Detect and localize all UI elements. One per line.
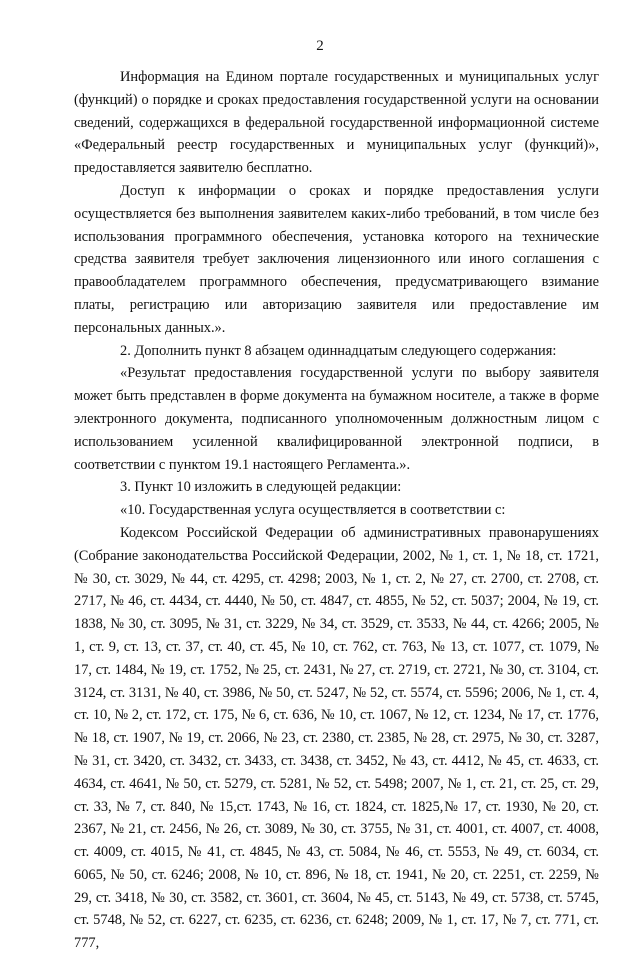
paragraph-code-citations: Кодексом Российской Федерации об административных правонарушениях (Собрание законодательства Российской Федерации, 2002, № 1, ст. 1, № 18, ст. 1721, № 30, ст. 3029, № 44, ст. 4295, ст. 4298; 2003, № 1, ст. 2, № 27, ст. 2700, ст. 2708, ст. 2717, № 46, ст. 4434, ст. 4440, № 50, ст. 4847, ст. 4855, № 52, ст. 5037; 2004, № 19, ст. 1838, № 30, ст. 3095, № 31, ст. 3229, № 34, ст. 3529, ст. 3533, № 44, ст. 4266; 2005, № 1, ст. 9, ст. 13, ст. 37, ст. 40, ст. 45, № 10, ст. 762, ст. 763, № 13, ст. 1077, ст. 1079, № 17, ст. 1484, № 19, ст. 1752, № 25, ст. 2431, № 27, ст. 2719, ст. 2721, № 30, ст. 3104, ст. 3124, ст. 3131, № 40, ст. 3986, № 50, ст. 5247, № 52, ст. 5574, ст. 5596; 2006, № 1, ст. 4, ст. 10, № 2, ст. 172, ст. 175, № 6, ст. 636, № 10, ст. 1067, № 12, ст. 1234, № 17, ст. 1776, № 18, ст. 1907, № 19, ст. 2066, № 23, ст. 2380, ст. 2385, № 28, ст. 2975, № 30, ст. 3287, № 31, ст. 3420, ст. 3432, ст. 3433, ст. 3438, ст. 3452, № 43, ст. 4412, № 45, ст. 4633, ст. 4634, ст. 4641, № 50, ст. 5279, ст. 5281, № 52, ст. 5498; 2007, № 1, ст. 21, ст. 25, ст. 29, ст. 33, № 7, ст. 840, № 15,ст. 1743, № 16, ст. 1824, ст. 1825,№ 17, ст. 1930, № 20, ст. 2367, № 21, ст. 2456, № 26, ст. 3089, № 30, ст. 3755, № 31, ст. 4001, ст. 4007, ст. 4008, ст. 4009, ст. 4015, № 41, ст. 4845, № 43, ст. 5084, № 46, ст. 5553, № 49, ст. 6034, ст. 6065, № 50, ст. 6246; 2008, № 10, ст. 896, № 18, ст. 1941, № 20, ст. 2251, ст. 2259, № 29, ст. 3418, № 30, ст. 3582, ст. 3601, ст. 3604, № 45, ст. 5143, № 49, ст. 5738, ст. 5745, ст. 5748, № 52, ст. 6227, ст. 6235, ст. 6236, ст. 6248; 2009, № 1, ст. 17, № 7, ст. 771, ст. 777, (74, 524, 599, 952)
document-body (74, 66, 599, 955)
paragraph-result-form: «Результат предоставления государственной услуги по выбору заявителя может быть представлен в форме документа на бумажном носителе, а также в форме электронного документа, подписанного уполномоченным должностным лицом с использованием усиленной квалифицированной электронной подписи, в соответствии с пунктом 19.1 настоящего Регламента.». (74, 365, 599, 473)
paragraph-access-info: Доступ к информации о сроках и порядке предоставления услуги осуществляется без выполнения заявителем каких-либо требований, в том числе без использования программного обеспечения, установка которого на технические средства заявителя требует заключения лицензионного или иного соглашения с правообладателем программного обеспечения, предусматривающего взимание платы, регистрацию или авторизацию заявителя или предоставление им персональных данных.». (74, 182, 599, 336)
paragraph-item-2: 2. Дополнить пункт 8 абзацем одиннадцатым следующего содержания: (120, 342, 557, 359)
paragraph-item-3: 3. Пункт 10 изложить в следующей редакции: (120, 479, 402, 496)
paragraph-item-10: «10. Государственная услуга осуществляется в соответствии с: (120, 502, 506, 519)
paragraph-portal-info: Информация на Едином портале государственных и муниципальных услуг (функций) о порядке и сроках предоставления государственной услуги на основании сведений, содержащихся в федеральной государственной информационной системе «Федеральный реестр государственных и муниципальных услуг (функций)», предоставляется заявителю бесплатно. (74, 69, 599, 177)
page-number: 2 (316, 38, 324, 54)
